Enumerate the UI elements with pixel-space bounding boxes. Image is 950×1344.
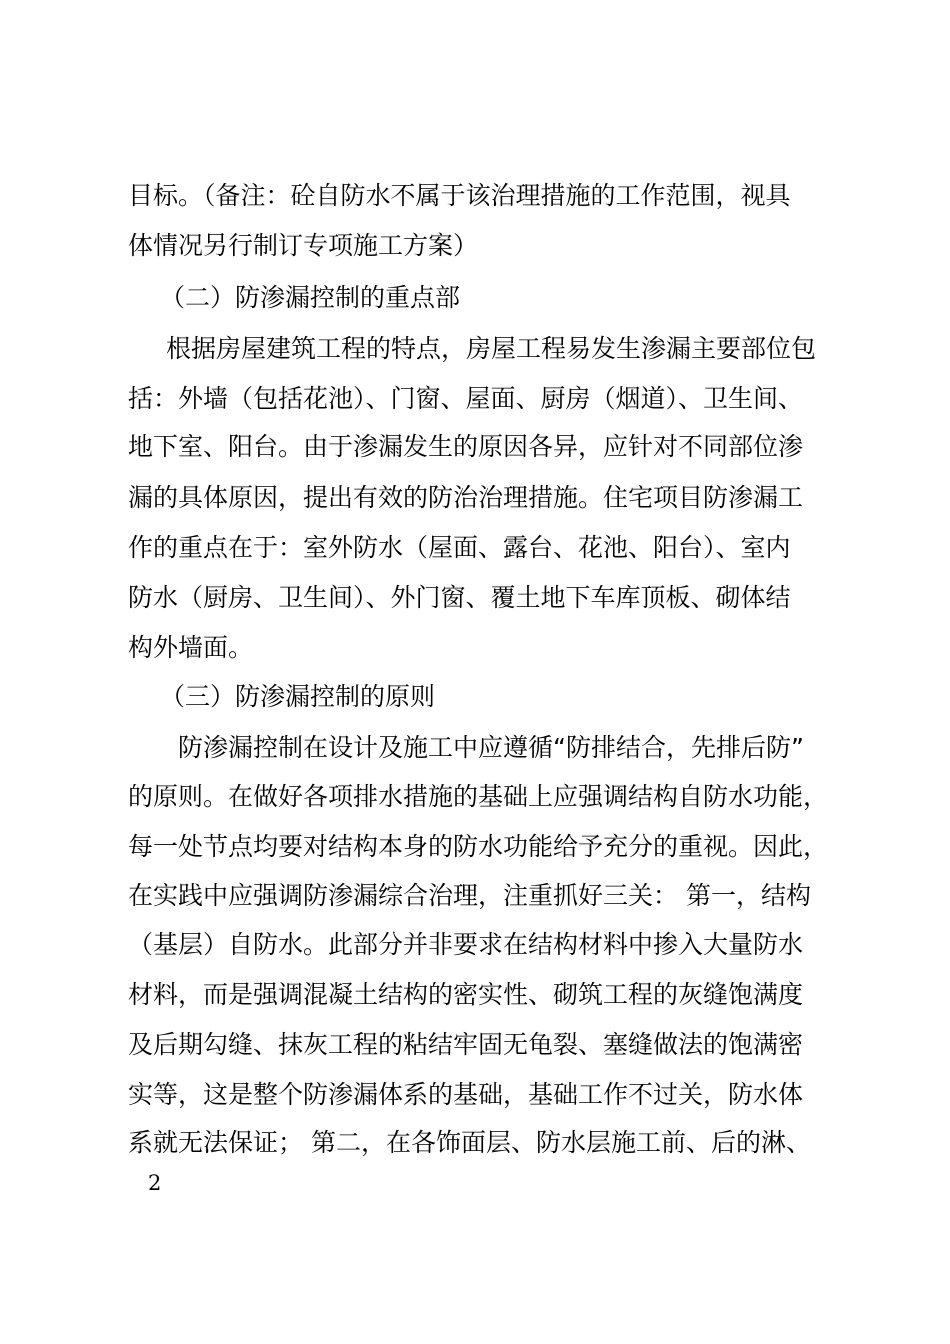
body-text-line: 根据房屋建筑工程的特点，房屋工程易发生渗漏主要部位包: [166, 334, 817, 363]
body-text-line: （基层）自防水。此部分并非要求在结构材料中掺入大量防水: [128, 930, 804, 959]
body-text-line: 地下室、阳台。由于渗漏发生的原因各异，应针对不同部位渗: [128, 432, 804, 461]
body-text-line: 防水（厨房、卫生间）、外门窗、覆土地下车库顶板、砌体结: [128, 583, 791, 612]
body-text-line: 及后期勾缝、抹灰工程的粘结牢固无龟裂、塞缝做法的饱满密: [128, 1030, 804, 1059]
body-text-line: 括：外墙（包括花池）、门窗、屋面、厨房（烟道）、卫生间、: [128, 384, 804, 413]
body-text-line: 体情况另行制订专项施工方案）: [128, 231, 479, 260]
body-text-line: 系就无法保证； 第二，在各饰面层、防水层施工前、后的淋、: [128, 1128, 811, 1157]
section-heading: （三）防渗漏控制的原则: [160, 682, 436, 711]
body-text-line: 每一处节点均要对结构本身的防水功能给予充分的重视。因此，: [128, 832, 829, 861]
body-text-line: 在实践中应强调防渗漏综合治理，注重抓好三关： 第一，结构: [128, 881, 811, 910]
body-text-line: 构外墙面。: [128, 633, 254, 662]
body-text-line: 作的重点在于：室外防水（屋面、露台、花池、阳台）、室内: [128, 533, 791, 562]
page-number: 2: [148, 1171, 162, 1195]
section-heading: （二）防渗漏控制的重点部: [160, 283, 461, 312]
body-text-line: 实等，这是整个防渗漏体系的基础，基础工作不过关，防水体: [128, 1080, 804, 1109]
body-text-line: 的原则。在做好各项排水措施的基础上应强调结构自防水功能，: [128, 782, 829, 811]
body-text-line: 漏的具体原因，提出有效的防治治理措施。住宅项目防渗漏工: [128, 483, 804, 512]
body-text-line: 防渗漏控制在设计及施工中应遵循“防排结合，先排后防”: [178, 733, 804, 762]
body-text-line: 目标。（备注：砼自防水不属于该治理措施的工作范围，视具: [128, 181, 791, 210]
body-text-line: 材料，而是强调混凝土结构的密实性、砌筑工程的灰缝饱满度: [128, 980, 804, 1009]
